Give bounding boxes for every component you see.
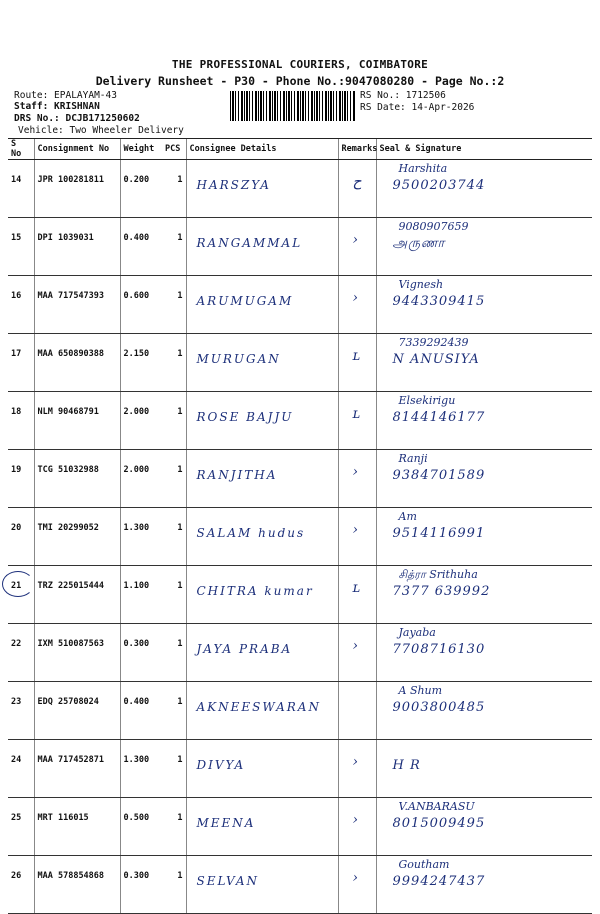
table-row: [8, 682, 592, 740]
consignee-details: [186, 798, 338, 856]
col-weight: Weight: [120, 139, 162, 160]
col-sno: S No: [8, 139, 34, 160]
handwritten-signature: Harshita: [398, 162, 448, 175]
table-row: [8, 450, 592, 508]
handwritten-signature: A Shum: [398, 684, 443, 697]
handwritten-phone-number: அருணா: [392, 236, 446, 251]
handwritten-consignee-name: DIVYA: [196, 758, 246, 772]
handwritten-phone-number: 8015009495: [392, 816, 486, 831]
table-row: [8, 856, 592, 914]
handwritten-signature: 9080907659: [398, 220, 469, 233]
weight-value: 1.100: [120, 566, 162, 624]
consignee-details: [186, 392, 338, 450]
handwritten-circle-mark: [2, 571, 34, 597]
handwritten-signature: 7339292439: [398, 336, 469, 349]
handwritten-phone-number: 7377 639992: [392, 584, 491, 599]
pcs-value: 1: [162, 798, 186, 856]
consignment-number: MRT 116015: [34, 798, 120, 856]
handwritten-signature: V.ANBARASU: [398, 800, 475, 813]
handwritten-remark: ح: [352, 174, 362, 190]
consignment-number: EDQ 25708024: [34, 682, 120, 740]
handwritten-signature: Elsekirigu: [398, 394, 456, 407]
weight-value: 2.000: [120, 450, 162, 508]
weight-value: 2.150: [120, 334, 162, 392]
weight-value: 0.500: [120, 798, 162, 856]
pcs-value: 1: [162, 334, 186, 392]
handwritten-remark: ›: [352, 232, 359, 248]
col-remarks: Remarks: [338, 139, 376, 160]
remarks-cell: [338, 856, 376, 914]
handwritten-signature: Vignesh: [398, 278, 444, 291]
handwritten-phone-number: 9443309415: [392, 294, 486, 309]
consignee-details: [186, 682, 338, 740]
handwritten-signature: Jayaba: [398, 626, 436, 639]
runsheet-table: [8, 138, 592, 914]
table-row: [8, 798, 592, 856]
weight-value: 0.600: [120, 276, 162, 334]
handwritten-signature: Ranji: [398, 452, 428, 465]
table-row: [8, 740, 592, 798]
consignment-number: MAA 717452871: [34, 740, 120, 798]
handwritten-remark: ›: [352, 522, 359, 538]
handwritten-consignee-name: AKNEESWARAN: [196, 700, 321, 714]
remarks-cell: [338, 218, 376, 276]
table-row: [8, 566, 592, 624]
serial-number: 22: [8, 624, 34, 682]
remarks-cell: [338, 450, 376, 508]
table-row: [8, 392, 592, 450]
weight-value: 0.300: [120, 624, 162, 682]
handwritten-signature: Goutham: [398, 858, 450, 871]
pcs-value: 1: [162, 508, 186, 566]
handwritten-remark: ›: [352, 812, 359, 828]
table-row: [8, 276, 592, 334]
handwritten-consignee-name: HARSZYA: [196, 178, 271, 192]
handwritten-consignee-name: SELVAN: [196, 874, 260, 888]
pcs-value: 1: [162, 276, 186, 334]
seal-signature-cell: [376, 508, 592, 566]
route-label: Route: EPALAYAM-43: [14, 90, 117, 101]
weight-value: 1.300: [120, 508, 162, 566]
table-header-row: [8, 139, 592, 160]
consignee-details: [186, 450, 338, 508]
handwritten-remark: ›: [352, 754, 359, 770]
pcs-value: 1: [162, 682, 186, 740]
seal-signature-cell: [376, 566, 592, 624]
remarks-cell: [338, 508, 376, 566]
serial-number: 23: [8, 682, 34, 740]
seal-signature-cell: [376, 740, 592, 798]
handwritten-signature: Am: [398, 510, 417, 523]
serial-number: 24: [8, 740, 34, 798]
col-seal-signature: Seal & Signature: [376, 139, 592, 160]
handwritten-phone-number: 9994247437: [392, 874, 486, 889]
barcode: [230, 91, 355, 121]
handwritten-consignee-name: CHITRA kumar: [196, 584, 314, 598]
consignment-number: TMI 20299052: [34, 508, 120, 566]
table-row: [8, 508, 592, 566]
rs-date: RS Date: 14-Apr-2026: [360, 102, 475, 113]
remarks-cell: [338, 624, 376, 682]
table-row: [8, 218, 592, 276]
consignee-details: [186, 334, 338, 392]
handwritten-phone-number: 7708716130: [392, 642, 486, 657]
seal-signature-cell: [376, 276, 592, 334]
handwritten-remark: ʟ: [352, 348, 361, 364]
staff-label: Staff: KRISHNAN: [14, 101, 100, 112]
seal-signature-cell: [376, 334, 592, 392]
vehicle-label: Vehicle: Two Wheeler Delivery: [18, 125, 184, 136]
consignment-number: IXM 510087563: [34, 624, 120, 682]
consignment-number: TRZ 225015444: [34, 566, 120, 624]
consignment-number: MAA 650890388: [34, 334, 120, 392]
table-row: [8, 160, 592, 218]
handwritten-phone-number: N ANUSIYA: [392, 352, 480, 367]
handwritten-remark: ›: [352, 290, 359, 306]
handwritten-phone-number: 9003800485: [392, 700, 486, 715]
consignment-number: NLM 90468791: [34, 392, 120, 450]
col-consignee: Consignee Details: [186, 139, 338, 160]
weight-value: 0.400: [120, 218, 162, 276]
seal-signature-cell: [376, 450, 592, 508]
handwritten-phone-number: 9514116991: [392, 526, 486, 541]
handwritten-consignee-name: RANGAMMAL: [196, 236, 303, 250]
handwritten-remark: ʟ: [352, 406, 361, 422]
handwritten-phone-number: 8144146177: [392, 410, 486, 425]
serial-number: 14: [8, 160, 34, 218]
remarks-cell: [338, 740, 376, 798]
consignee-details: [186, 624, 338, 682]
handwritten-consignee-name: RANJITHA: [196, 468, 278, 482]
serial-number: 25: [8, 798, 34, 856]
consignment-number: MAA 717547393: [34, 276, 120, 334]
weight-value: 0.300: [120, 856, 162, 914]
pcs-value: 1: [162, 566, 186, 624]
handwritten-remark: ʟ: [352, 580, 361, 596]
seal-signature-cell: [376, 624, 592, 682]
remarks-cell: [338, 160, 376, 218]
weight-value: 1.300: [120, 740, 162, 798]
consignment-number: JPR 100281811: [34, 160, 120, 218]
serial-number: 18: [8, 392, 34, 450]
consignee-details: [186, 276, 338, 334]
pcs-value: 1: [162, 856, 186, 914]
table-row: [8, 624, 592, 682]
pcs-value: 1: [162, 740, 186, 798]
handwritten-consignee-name: JAYA PRABA: [196, 642, 293, 656]
remarks-cell: [338, 566, 376, 624]
consignee-details: [186, 508, 338, 566]
serial-number: 26: [8, 856, 34, 914]
weight-value: 0.400: [120, 682, 162, 740]
handwritten-phone-number: 9500203744: [392, 178, 486, 193]
consignment-number: TCG 51032988: [34, 450, 120, 508]
handwritten-remark: ›: [352, 464, 359, 480]
table-row: [8, 334, 592, 392]
handwritten-signature: சித்ரா Srithuha: [398, 568, 478, 581]
seal-signature-cell: [376, 392, 592, 450]
col-consignment: Consignment No: [34, 139, 120, 160]
pcs-value: 1: [162, 624, 186, 682]
consignment-number: MAA 578854868: [34, 856, 120, 914]
seal-signature-cell: [376, 798, 592, 856]
handwritten-phone-number: H R: [392, 758, 421, 773]
handwritten-remark: ›: [352, 638, 359, 654]
remarks-cell: [338, 682, 376, 740]
drs-number: DRS No.: DCJB171250602: [14, 113, 140, 124]
consignment-number: DPI 1039031: [34, 218, 120, 276]
handwritten-phone-number: 9384701589: [392, 468, 486, 483]
seal-signature-cell: [376, 856, 592, 914]
weight-value: 2.000: [120, 392, 162, 450]
weight-value: 0.200: [120, 160, 162, 218]
consignee-details: [186, 218, 338, 276]
seal-signature-cell: [376, 160, 592, 218]
serial-number: 21: [8, 566, 34, 624]
handwritten-consignee-name: MURUGAN: [196, 352, 281, 366]
consignee-details: [186, 160, 338, 218]
handwritten-consignee-name: ARUMUGAM: [196, 294, 294, 308]
serial-number: 20: [8, 508, 34, 566]
pcs-value: 1: [162, 392, 186, 450]
handwritten-remark: ›: [352, 870, 359, 886]
remarks-cell: [338, 798, 376, 856]
serial-number: 17: [8, 334, 34, 392]
pcs-value: 1: [162, 160, 186, 218]
handwritten-consignee-name: ROSE BAJJU: [196, 410, 294, 424]
remarks-cell: [338, 392, 376, 450]
consignee-details: [186, 740, 338, 798]
col-pcs: PCS: [162, 139, 186, 160]
consignee-details: [186, 856, 338, 914]
serial-number: 16: [8, 276, 34, 334]
remarks-cell: [338, 334, 376, 392]
runsheet-title: Delivery Runsheet - P30 - Phone No.:9047080280 - Page No.:2: [95, 74, 505, 88]
handwritten-consignee-name: SALAM hudus: [196, 526, 306, 540]
seal-signature-cell: [376, 682, 592, 740]
consignee-details: [186, 566, 338, 624]
serial-number: 15: [8, 218, 34, 276]
remarks-cell: [338, 276, 376, 334]
rs-number: RS No.: 1712506: [360, 90, 446, 101]
serial-number: 19: [8, 450, 34, 508]
company-name: THE PROFESSIONAL COURIERS, COIMBATORE: [171, 58, 429, 71]
pcs-value: 1: [162, 218, 186, 276]
handwritten-consignee-name: MEENA: [196, 816, 256, 830]
pcs-value: 1: [162, 450, 186, 508]
seal-signature-cell: [376, 218, 592, 276]
